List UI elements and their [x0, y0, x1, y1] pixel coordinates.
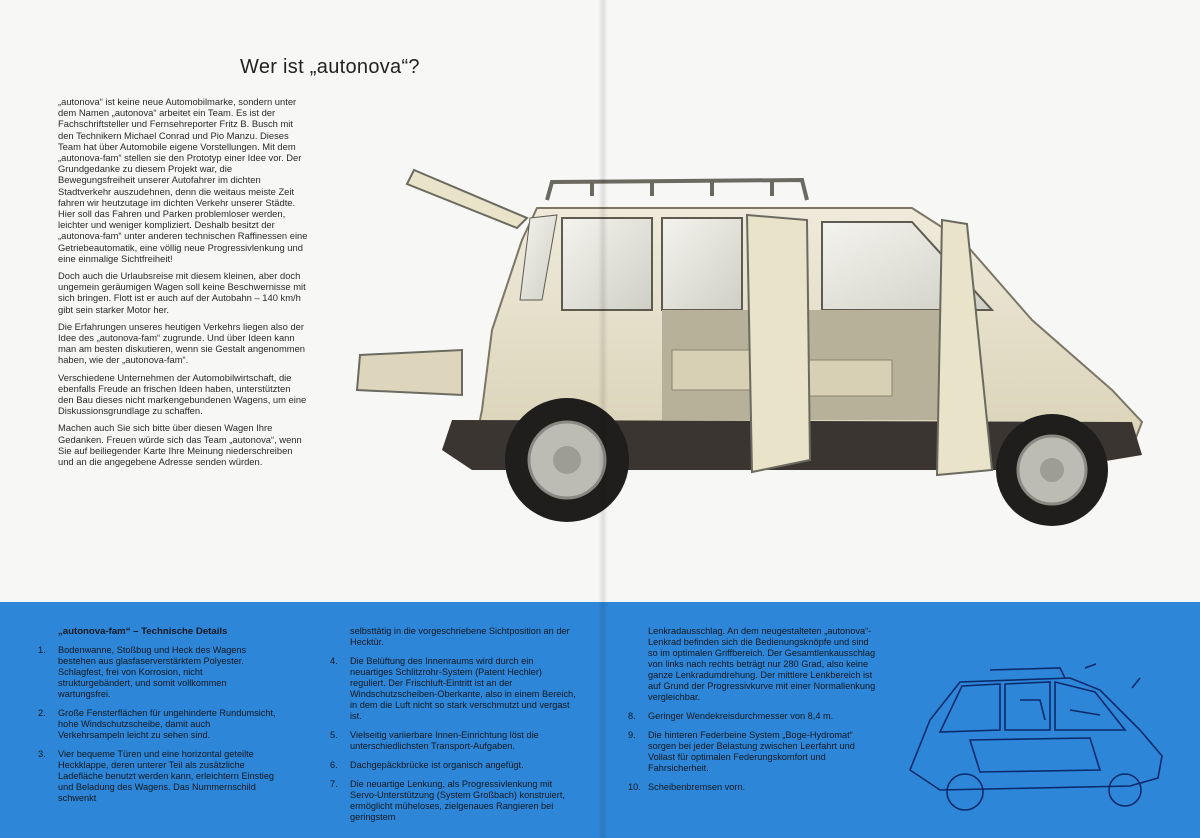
- detail-number: 2.: [38, 708, 46, 718]
- detail-item: [330, 730, 578, 752]
- intro-paragraph: Doch auch die Urlaubsreise mit diesem kleinen, aber doch ungemein geräumigen Wagen soll keine Beschwernisse mit sich bringen. Flott ist er auch auf der Autobahn – 140 km/h gibt sein starker Motor her.: [58, 270, 306, 315]
- detail-text: Die neuartige Lenkung, als Progressivlenkung mit Servo-Unterstützung (System Großbach) konstruiert, ermöglicht müheloses, zielgenaues Rangieren bei geringstem: [350, 779, 565, 822]
- detail-text: Die hinteren Federbeine System „Boge-Hydromat“ sorgen bei jeder Belastung zwischen Leerfahrt und Vollast für optimalen Federungskomfort und Fahrsicherheit.: [648, 730, 855, 773]
- detail-text: Große Fensterflächen für ungehinderte Rundumsicht, hohe Windschutzscheibe, damit auch Verkehrsampeln leicht zu sehen sind.: [58, 708, 276, 740]
- intro-paragraph: Verschiedene Unternehmen der Automobilwirtschaft, die ebenfalls Freude an frischen Ideen haben, unterstützten den Bau dieses nicht markengebundenen Wagens, um eine Diskussionsgrundlage zu schaffen.: [58, 371, 307, 417]
- detail-number: 9.: [628, 730, 636, 740]
- details-column: [330, 626, 578, 831]
- detail-number: 10.: [628, 782, 641, 792]
- details-column: [38, 626, 278, 812]
- detail-number: 5.: [330, 730, 338, 740]
- detail-number: 4.: [330, 656, 338, 666]
- car-line-sketch: [900, 660, 1170, 830]
- detail-item: [330, 779, 578, 823]
- open-door: [747, 215, 810, 472]
- intro-paragraph: „autonova“ ist keine neue Automobilmarke, sondern unter dem Namen „autonova“ arbeitet ein Team. Es ist der Fachschriftsteller und Fernsehreporter Fritz B. Busch mit den Technikern Michael Conrad und Pio Manzu. Dieses Team hat über Automobile eigene Vorstellungen. Mit dem „autonova-fam“ stellen sie den Prototyp einer Idee vor. Der Grundgedanke zu diesem Projekt war, die Bewegungsfreiheit unserer Autofahrer im dichten Stadtverkehr auszudehnen, denn die weitaus meiste Zeit fahren wir heutzutage im dichten Verkehr unserer Städte. Hier soll das Fahren und Parken problemloser werden, leichter und weniger kompliziert. Deshalb besitzt der „autonova-fam“ unter anderen technischen Raffinessen eine Getriebeautomatik, eine völlig neue Progressivlenkung und eine einmalige Sichtfreiheit!: [58, 96, 308, 264]
- detail-text: Geringer Wendekreisdurchmesser von 8,4 m.: [648, 711, 834, 721]
- detail-text: Vier bequeme Türen und eine horizontal geteilte Heckklappe, deren unterer Teil als zusätzliche Ladefläche benutzt werden kann, erleichtern Einstieg und Beladung des Wagens. Das Nummernschild schwenkt: [58, 749, 275, 803]
- detail-number: 8.: [628, 711, 636, 721]
- detail-number: 1.: [38, 645, 46, 655]
- detail-text: Die Belüftung des Innenraums wird durch ein neuartiges Schlitzrohr-System (Patent Hechler) reguliert. Der Frischluft-Eintritt ist an der Windschutzscheiben-Oberkante, also in einem Bereich, in dem die Luft nicht so stark verschmutzt und vergast ist.: [350, 656, 576, 721]
- detail-item: [628, 782, 878, 793]
- detail-item: [38, 645, 278, 700]
- rear-wheel: [505, 398, 629, 522]
- seat: [672, 350, 762, 390]
- page-title: Wer ist „autonova“?: [240, 56, 420, 78]
- detail-number: 3.: [38, 749, 46, 759]
- detail-text: Vielseitig variierbare Innen-Einrichtung löst die unterschiedlichsten Transport-Aufgaben.: [350, 730, 539, 751]
- car-photo: [352, 160, 1152, 540]
- detail-item: [330, 656, 578, 722]
- tailgate-platform: [357, 350, 462, 395]
- detail-item: [628, 730, 878, 774]
- detail-continuation: Lenkradausschlag. An dem neugestalteten „autonova“-Lenkrad befinden sich die Bedienungsknöpfe und sind so im optimalen Griffbereich. Der Gesamtlenkausschlag von links nach rechts beträgt nur 280 Grad, also keine ganze Lenkradumdrehung. Der mittlere Lenkbereich ist auf Grund der Progressivkurve mit einer Normallenkung vergleichbar.: [648, 626, 876, 702]
- roof-rack: [547, 180, 807, 200]
- detail-continuation: selbsttätig in die vorgeschriebene Sichtposition an der Hecktür.: [350, 626, 570, 647]
- rear-hatch: [407, 170, 527, 228]
- details-heading: „autonova-fam“ – Technische Details: [58, 626, 228, 637]
- intro-paragraph: Machen auch Sie sich bitte über diesen Wagen Ihre Gedanken. Freuen würde sich das Team „autonova“, wenn Sie auf beiliegender Karte Ihre Meinung niederschreiben und an die angegebene Adresse senden würden.: [58, 422, 302, 468]
- detail-item: [38, 708, 278, 741]
- details-column: [628, 626, 878, 801]
- detail-number: 6.: [330, 760, 338, 770]
- page-fold: [598, 0, 608, 838]
- front-wheel: [996, 414, 1108, 526]
- detail-item: [628, 711, 878, 722]
- intro-text: [58, 96, 308, 473]
- detail-text: Dachgepäckbrücke ist organisch angefügt.: [350, 760, 524, 770]
- detail-number: 7.: [330, 779, 338, 789]
- detail-text: Scheibenbremsen vorn.: [648, 782, 746, 792]
- middle-window: [662, 218, 742, 310]
- detail-item: [38, 749, 278, 804]
- detail-item: [330, 760, 578, 771]
- detail-text: Bodenwanne, Stoßbug und Heck des Wagens bestehen aus glasfaserverstärktem Polyester. Schlagfest, frei von Korrosion, nicht strukturgebändert, und somit vollkommen wartungsfrei.: [58, 645, 247, 699]
- intro-paragraph: Die Erfahrungen unseres heutigen Verkehrs liegen also der Idee des „autonova-fam“ zugrunde. Und über Ideen kann man am besten diskutieren, wenn sie Gestalt angenommen haben, wie der „autonova-fam“.: [58, 320, 306, 366]
